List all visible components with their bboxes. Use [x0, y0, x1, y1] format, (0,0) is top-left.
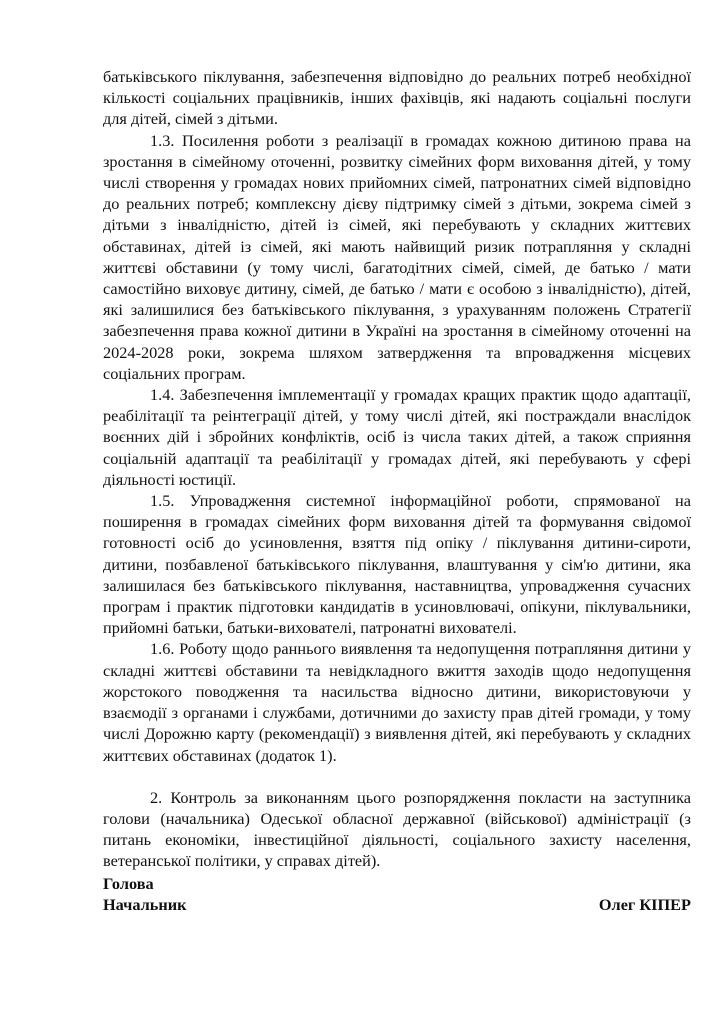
signature-title-line2: Начальник — [103, 895, 187, 915]
paragraph-1-6: 1.6. Роботу щодо раннього виявлення та недопущення потрапляння дитини у складні життєві обставини та невідкладного вжиття заходів щодо недопущення жорстокого поводження та насильства відносно дитини, використовуючи у взаємодії з органами і службами, дотичними до захисту прав дітей громади, у тому числі Дорожню карту (рекомендації) з виявлення дітей, які перебувають у складних життєвих обставинах (додаток 1). — [103, 639, 691, 765]
signature-row — [103, 894, 691, 915]
signature-block — [103, 873, 691, 915]
paragraph-1-5: 1.5. Упровадження системної інформаційної роботи, спрямованої на поширення в громадах сімейних форм виховання дітей та формування свідомої готовності осіб до усиновлення, взяття під опіку / піклування дитини-сироти, дитини, позбавленої батьківського піклування, влаштування у сім'ю дитини, яка залишилася без батьківського піклування, наставництва, упровадження сучасних програм і практик підготовки кандидатів в усиновлювачі, опікуни, піклувальники, прийомні батьки, батьки-вихователі, патронатні вихователі. — [103, 491, 691, 638]
document-body — [103, 66, 691, 872]
paragraph-1-4: 1.4. Забезпечення імплементації у громадах кращих практик щодо адаптації, реабілітації та реінтеграції дітей, у тому числі дітей, які постраждали внаслідок воєнних дій і збройних конфліктів, осіб із числа таких дітей, а також сприяння соціальній адаптації та реабілітації у громадах дітей, які перебувають у сфері діяльності юстиції. — [103, 385, 691, 489]
signature-title-line1: Голова — [103, 874, 154, 893]
paragraph-2: 2. Контроль за виконанням цього розпорядження покласти на заступника голови (начальника) Одеської обласної державної (військової) адміністрації (з питань економіки, інвестиційної діяльності, соціального захисту населення, ветеранської політики, у справах дітей). — [103, 787, 691, 871]
paragraph-continuation: батьківського піклування, забезпечення відповідно до реальних потреб необхідної кількості соціальних працівників, інших фахівців, які надають соціальні послуги для дітей, сімей з дітьми. — [103, 67, 691, 129]
paragraph-1-3: 1.3. Посилення роботи з реалізації в громадах кожною дитиною права на зростання в сімейному оточенні, розвитку сімейних форм виховання дітей, у тому числі створення у громадах нових прийомних сімей, патронатних сімей відповідно до реальних потреб; комплексну дієву підтримку сімей з дітьми, зокрема сімей з дітьми з інвалідністю, дітей із сімей, які перебувають у складних життєвих обставинах, дітей із сімей, які мають найвищий ризик потрапляння у складні життєві обставини (у тому числі, багатодітних сімей, сімей, де батько / мати самостійно виховує дитину, сімей, де батько / мати є особою з інвалідністю), дітей, які залишилися без батьківського піклування, з урахуванням положень Стратегії забезпечення права кожної дитини в Україні на зростання в сімейному оточенні на 2024-2028 роки, зокрема шляхом затвердження та впровадження місцевих соціальних програм. — [103, 130, 691, 383]
signatory-name: Олег КІПЕР — [598, 895, 691, 915]
paragraph-spacer — [103, 766, 691, 787]
